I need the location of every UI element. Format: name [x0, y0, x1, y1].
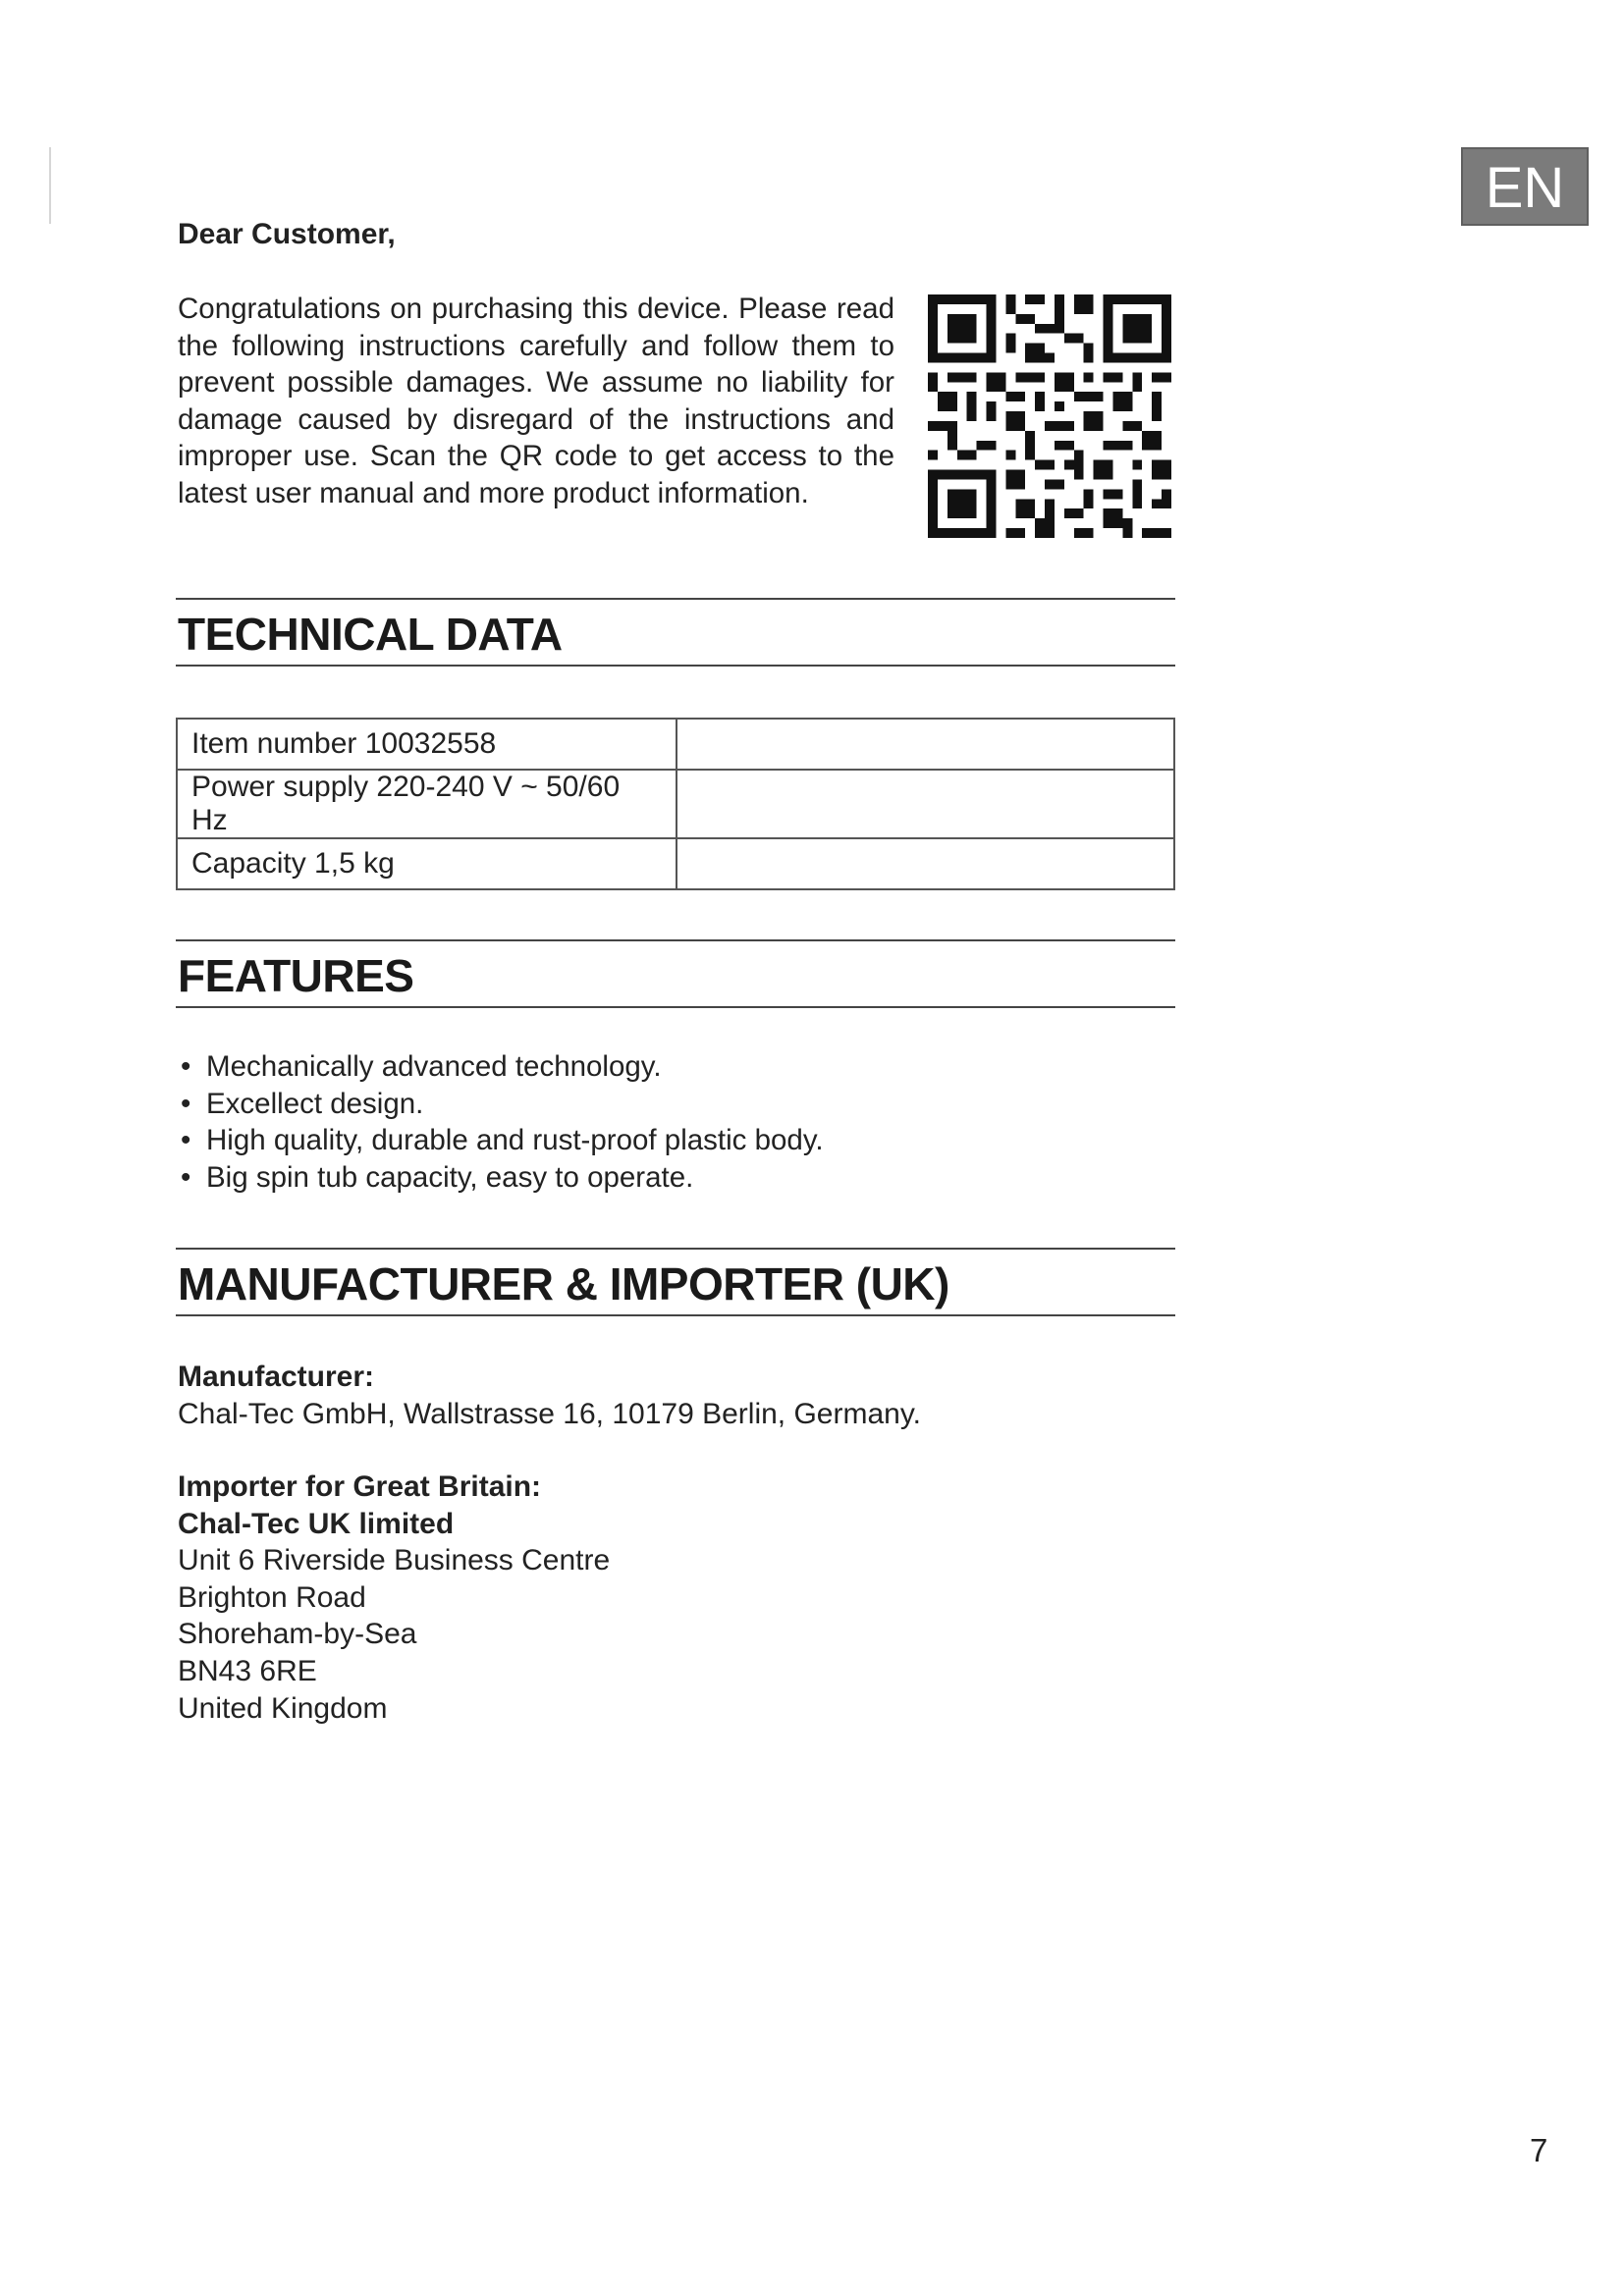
technical-data-table — [176, 718, 1175, 890]
spec-value — [677, 838, 1174, 889]
importer-address-line: Brighton Road — [178, 1580, 366, 1614]
table-row — [177, 838, 1174, 889]
technical-data-heading — [176, 598, 1175, 667]
feature-text: Big spin tub capacity, easy to operate. — [206, 1160, 694, 1194]
bullet: • — [181, 1160, 191, 1194]
greeting: Dear Customer, — [178, 218, 396, 250]
list-item — [178, 1048, 824, 1086]
feature-text: High quality, durable and rust-proof plastic body. — [206, 1124, 824, 1157]
spec-value — [677, 770, 1174, 838]
manufacturer-address: Chal-Tec GmbH, Wallstrasse 16, 10179 Berlin, Germany. — [178, 1397, 921, 1430]
bullet: • — [181, 1050, 191, 1083]
manufacturer-importer-heading — [176, 1248, 1175, 1316]
importer-address-line: United Kingdom — [178, 1691, 388, 1725]
spec-label: Item number 10032558 — [177, 719, 677, 770]
table-row — [177, 719, 1174, 770]
language-badge: EN — [1461, 147, 1589, 226]
bullet: • — [181, 1124, 191, 1157]
manufacturer-block — [178, 1359, 921, 1432]
margin-mark — [49, 147, 51, 224]
intro-paragraph: Congratulations on purchasing this device. Please read the following instructions carefully and follow them to prevent possible damages. We assume no liability for damage caused by disregard of the instructions and improper use. Scan the QR code to get access to the latest user manual and more product information. — [178, 293, 894, 509]
list-item — [178, 1086, 824, 1123]
features-title: FEATURES — [178, 950, 414, 1001]
list-item — [178, 1159, 824, 1197]
technical-data-title: TECHNICAL DATA — [178, 609, 563, 660]
bullet: • — [181, 1087, 191, 1120]
importer-block — [178, 1468, 610, 1727]
table-row — [177, 770, 1174, 838]
features-heading — [176, 939, 1175, 1008]
importer-address-line: Shoreham-by-Sea — [178, 1618, 417, 1651]
spec-value — [677, 719, 1174, 770]
page-number: 7 — [1530, 2132, 1548, 2168]
qr-code-icon[interactable] — [928, 294, 1171, 538]
importer-address-line: Unit 6 Riverside Business Centre — [178, 1544, 611, 1577]
importer-label: Importer for Great Britain: — [178, 1470, 542, 1503]
manufacturer-label: Manufacturer: — [178, 1361, 375, 1393]
importer-company: Chal-Tec UK limited — [178, 1507, 455, 1540]
feature-text: Mechanically advanced technology. — [206, 1050, 662, 1083]
manufacturer-importer-title: MANUFACTURER & IMPORTER (UK) — [178, 1258, 949, 1309]
feature-text: Excellect design. — [206, 1087, 424, 1120]
list-item — [178, 1122, 824, 1159]
features-list — [178, 1048, 824, 1196]
importer-address-line: BN43 6RE — [178, 1654, 317, 1687]
spec-label: Capacity 1,5 kg — [177, 838, 677, 889]
spec-label: Power supply 220-240 V ~ 50/60 Hz — [177, 770, 677, 838]
